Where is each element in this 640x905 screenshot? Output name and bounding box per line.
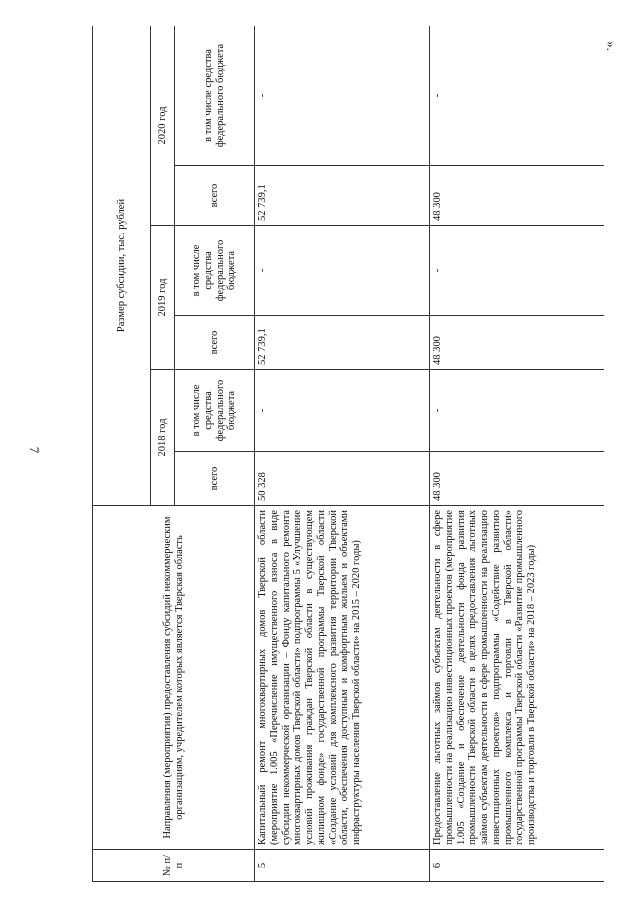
header-2019-total: всего — [175, 316, 255, 370]
row-description: Капитальный ремонт многоквартирных домов Тверской области (мероприятие 1.005 «Перечисление имущественного взноса в виде субсидии некоммерческой организации – Фонду капитального ремонта многоквартирных домов Тверской области» подпрограммы 5 «Улучшение условий проживания граждан Тверской области в существующем жилищном фонде» государственной программы Тверской области «Создание условий для комплексного развития территории Тверской области, обеспечения доступным и комфортным жильем и объектами инфраструктуры населения Тверской области» на 2015 – 2020 годы) — [255, 506, 430, 850]
header-2019-federal: в том числе средства федерального бюджета — [175, 226, 255, 316]
header-year-2018: 2018 год — [151, 370, 175, 506]
header-2020-federal: в том числе средства федерального бюджета — [175, 26, 255, 166]
row-2018-federal: - — [430, 370, 605, 452]
row-2020-total: 48 300 — [430, 166, 605, 226]
row-2018-total: 48 300 — [430, 452, 605, 506]
row-2019-federal: - — [430, 226, 605, 316]
row-2018-total: 50 328 — [255, 452, 430, 506]
table-row — [430, 26, 605, 882]
page-number: 7 — [27, 446, 42, 454]
header-year-2019: 2019 год — [151, 226, 175, 370]
row-2018-federal: - — [255, 370, 430, 452]
header-2018-federal: в том числе средства федерального бюджета — [175, 370, 255, 452]
subsidy-table — [92, 26, 604, 882]
row-2020-total: 52 739,1 — [255, 166, 430, 226]
row-number: 6 — [430, 850, 605, 882]
row-2019-federal: - — [255, 226, 430, 316]
rotated-page-area — [92, 26, 604, 882]
row-number: 5 — [255, 850, 430, 882]
rotated-table-wrapper — [92, 26, 604, 882]
row-2020-federal: - — [255, 26, 430, 166]
header-direction: Направления (мероприятия) предоставления субсидий некоммерческим организациям, учредителем которых является Тверская область — [93, 506, 255, 850]
row-2019-total: 52 739,1 — [255, 316, 430, 370]
header-subsidy-size: Размер субсидии, тыс. рублей — [93, 26, 151, 506]
row-description: Предоставление льготных займов субъектам деятельности в сфере промышленности на реализацию инвестиционных проектов (мероприятие 1.005 «Создание и обеспечение деятельности фонда развития промышленности Тверской области в целях предоставления льготных займов субъектам деятельности в сфере промышленности на реализацию инвестиционных проектов» подпрограммы «Содействие развитию промышленного комплекса и торговли в Тверской области» государственной программы Тверской области «Развитие промышленного производства и торговли в Тверской области» на 2018 – 2023 годы) — [430, 506, 605, 850]
closing-quote-mark: ». — [603, 41, 619, 51]
header-row-1 — [93, 26, 151, 882]
row-2019-total: 48 300 — [430, 316, 605, 370]
header-2020-total: всего — [175, 166, 255, 226]
table-row — [255, 26, 430, 882]
header-2018-total: всего — [175, 452, 255, 506]
header-num: № п/п — [93, 850, 255, 882]
header-year-2020: 2020 год — [151, 26, 175, 226]
row-2020-federal: - — [430, 26, 605, 166]
